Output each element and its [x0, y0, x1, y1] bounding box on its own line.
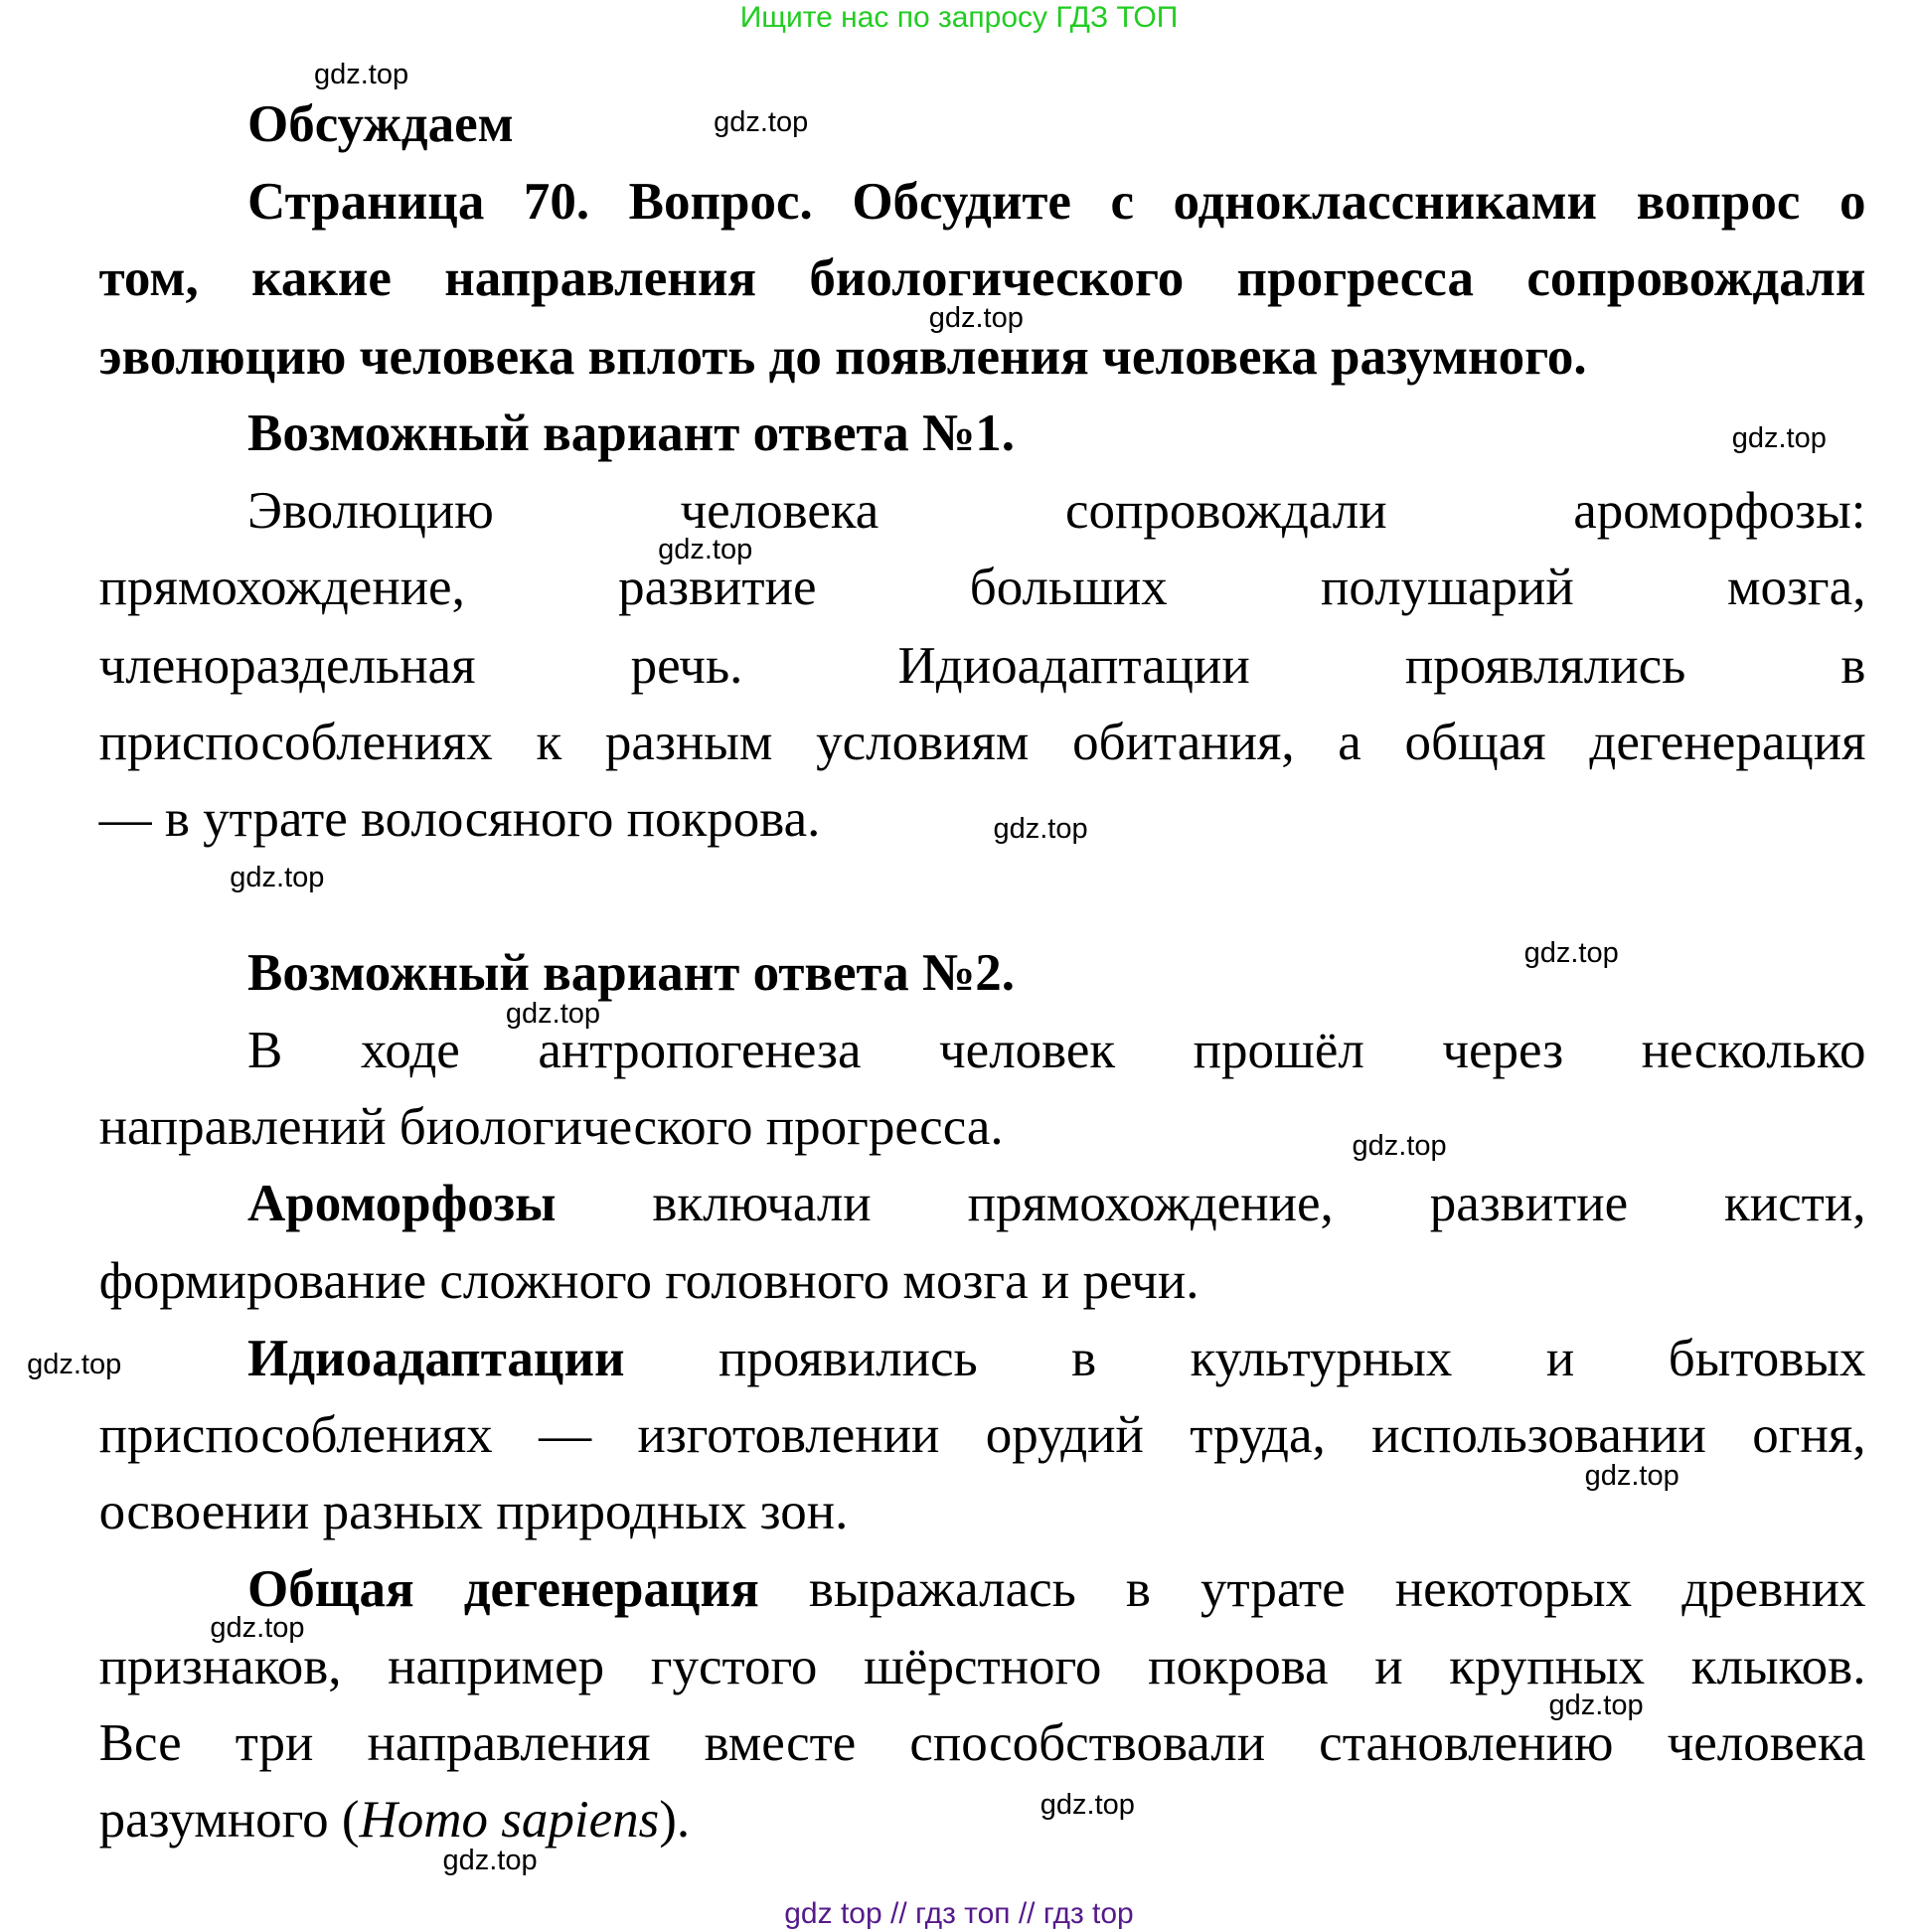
text-segment: выражалась в утрате некоторых древних — [758, 1559, 1866, 1618]
watermark: gdz.top — [1731, 421, 1827, 454]
text-segment: разумного ( — [98, 1791, 360, 1850]
bold-term: Общая дегенерация — [247, 1559, 759, 1618]
text-segment: членораздельная речь. Идиоадаптации проявлялись в — [98, 636, 1866, 695]
footer-links[interactable]: gdz top // гдз топ // гдз top — [784, 1897, 1134, 1930]
answer-line — [99, 1092, 1004, 1162]
italic-term: Homo sapiens — [359, 1791, 660, 1850]
answer-line — [99, 708, 1866, 777]
watermark: gdz.top — [210, 1612, 305, 1645]
answer-line — [247, 1016, 1865, 1085]
answer-line — [247, 1554, 1865, 1624]
text-segment: Эволюцию человека сопровождали ароморфозы: — [247, 482, 1866, 541]
text-segment: направлений биологического прогресса. — [98, 1098, 1004, 1157]
text-segment: приспособлениях к разным условиям обитания, а общая дегенерация — [98, 714, 1866, 771]
bold-term: Обсуждаем — [247, 94, 514, 153]
answer-line — [99, 1477, 849, 1546]
text-segment: — в утрате волосяного покрова. — [98, 790, 821, 849]
bold-term: эволюцию человека вплоть до появления человека разумного. — [98, 327, 1587, 386]
watermark: gdz.top — [1523, 936, 1619, 969]
text-segment: признаков, например густого шёрстного покрова и крупных клыков. — [98, 1638, 1866, 1695]
watermark: gdz.top — [313, 58, 409, 90]
bold-term: Возможный вариант ответа №1. — [247, 403, 1015, 462]
bold-term: Возможный вариант ответа №2. — [247, 943, 1015, 1002]
section-heading — [247, 938, 1015, 1008]
watermark: gdz.top — [658, 533, 753, 565]
answer-line — [247, 1169, 1865, 1238]
watermark: gdz.top — [27, 1349, 122, 1381]
question-line — [247, 167, 1865, 237]
section-heading — [247, 89, 514, 159]
watermark: gdz.top — [1039, 1789, 1135, 1822]
answer-line — [99, 1246, 1199, 1316]
text-segment: приспособлениях — изготовлении орудий труда, использовании огня, — [98, 1406, 1866, 1465]
bold-term: Ароморфозы — [247, 1175, 557, 1233]
watermark: gdz.top — [993, 813, 1088, 846]
text-segment: включали прямохождение, развитие кисти, — [556, 1175, 1866, 1233]
text-segment: формирование сложного головного мозга и речи. — [98, 1251, 1199, 1310]
text-segment: ). — [659, 1791, 691, 1850]
bold-term: Страница 70. Вопрос. Обсудите с одноклассниками вопрос о — [247, 172, 1866, 231]
section-heading — [247, 399, 1015, 468]
text-segment: прямохождение, развитие больших полушарий мозга, — [98, 559, 1866, 617]
watermark: gdz.top — [1584, 1460, 1679, 1493]
answer-line — [247, 1324, 1865, 1393]
watermark: gdz.top — [928, 301, 1024, 334]
watermark: gdz.top — [1548, 1689, 1644, 1721]
watermark: gdz.top — [442, 1845, 538, 1877]
answer-line — [99, 784, 821, 854]
question-line — [99, 322, 1587, 392]
answer-line — [99, 631, 1866, 701]
text-segment: В ходе антропогенеза человек прошёл через несколько — [247, 1022, 1866, 1079]
text-segment: проявились в культурных и бытовых — [624, 1330, 1866, 1387]
watermark: gdz.top — [505, 997, 601, 1030]
watermark: gdz.top — [1352, 1129, 1447, 1162]
watermark: gdz.top — [230, 861, 325, 893]
answer-line — [99, 1785, 691, 1854]
answer-line — [99, 553, 1866, 622]
text-segment: освоении разных природных зон. — [98, 1483, 849, 1541]
bold-term: том, какие направления биологического прогресса сопровождали — [98, 249, 1866, 308]
search-hint-banner: Ищите нас по запросу ГДЗ ТОП — [739, 1, 1179, 34]
bold-term: Идиоадаптации — [247, 1330, 625, 1387]
watermark: gdz.top — [714, 106, 809, 139]
answer-line — [247, 476, 1865, 546]
text-segment: Все три направления вместе способствовали становлению человека — [98, 1714, 1866, 1773]
